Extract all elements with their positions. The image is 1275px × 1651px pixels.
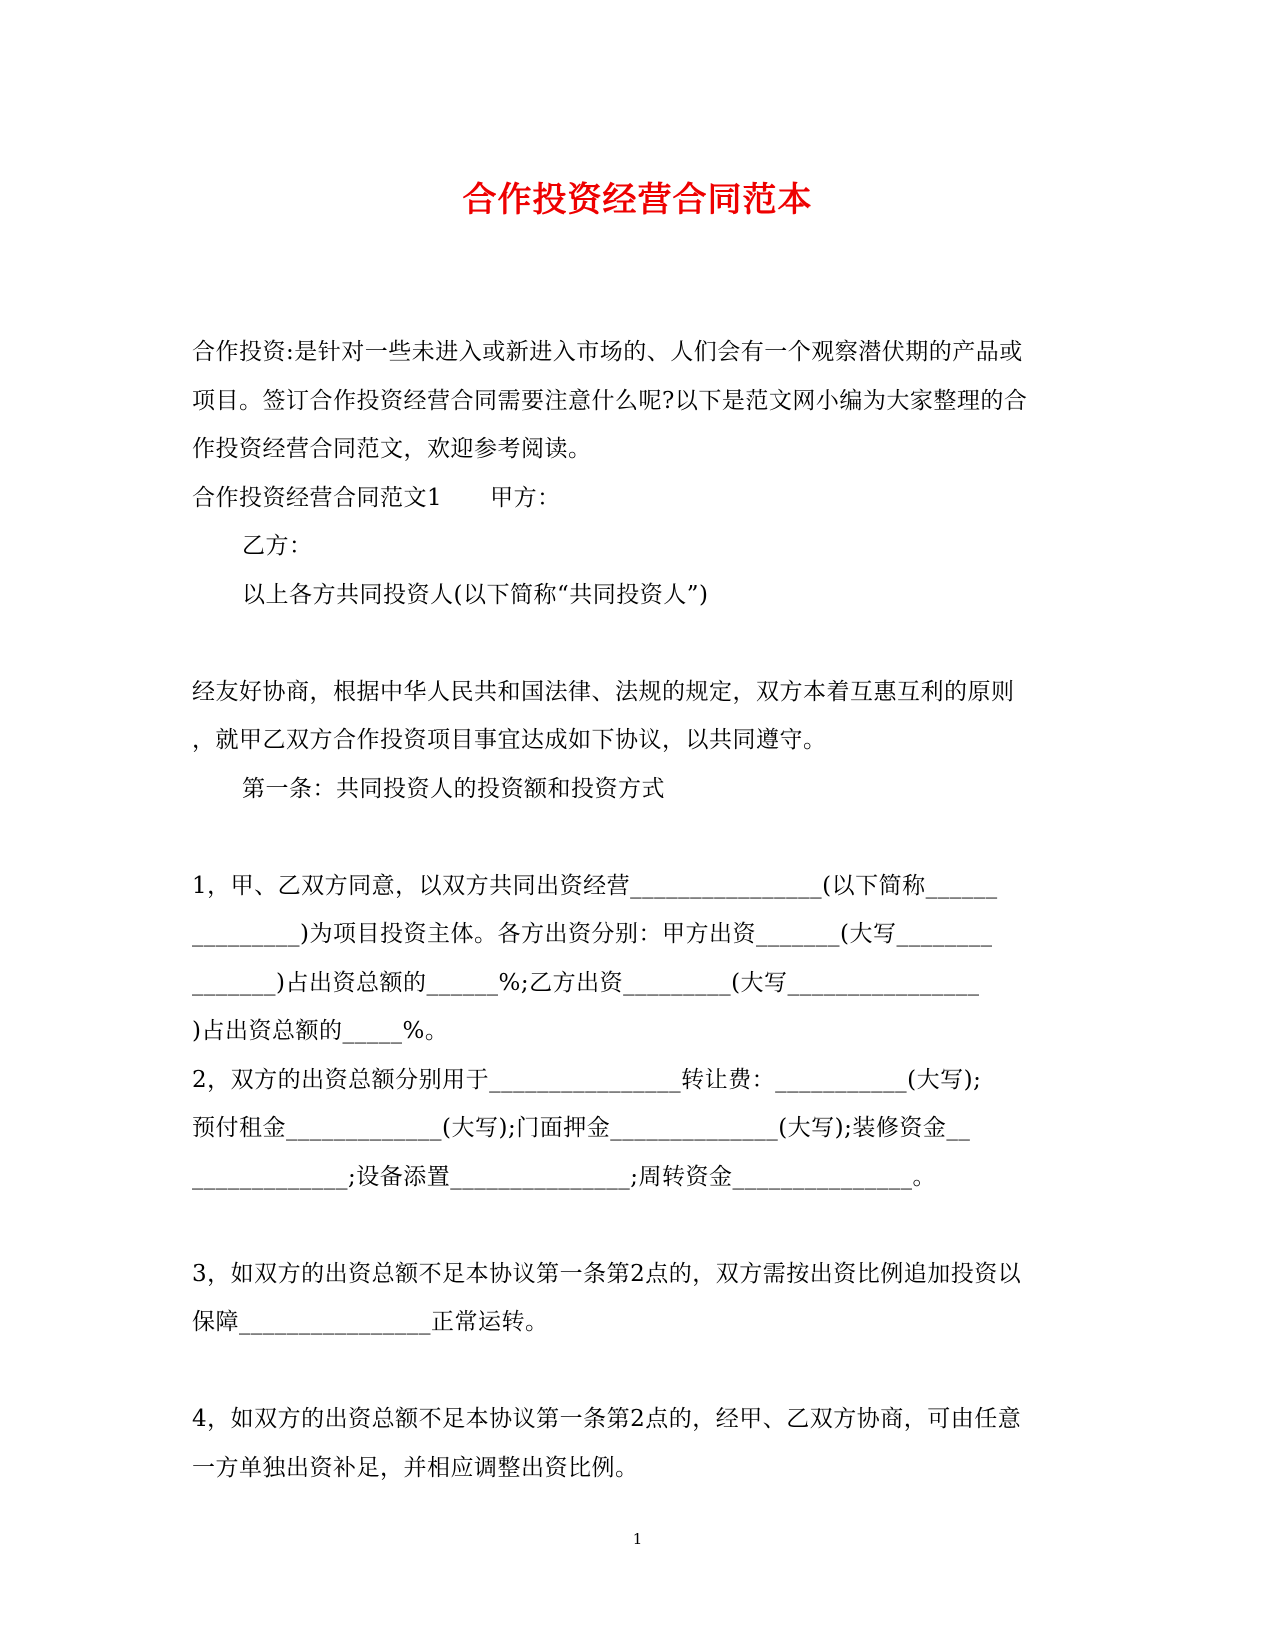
intro-line: 项目。签订合作投资经营合同需要注意什么呢?以下是范文网小编为大家整理的合 <box>192 387 1028 414</box>
article-1-heading: 第一条：共同投资人的投资额和投资方式 <box>242 775 665 802</box>
preamble-line: 经友好协商，根据中华人民共和国法律、法规的规定，双方本着互惠互利的原则 <box>192 678 1015 705</box>
clause-line: 4，如双方的出资总额不足本协议第一条第2点的，经甲、乙双方协商，可由任意 <box>192 1406 1022 1432</box>
clause-line: _____________;设备添置_______________;周转资金_______________。 <box>192 1163 936 1190</box>
intro-line: 作投资经营合同范文，欢迎参考阅读。 <box>192 436 592 462</box>
party-a-label: 甲方： <box>490 484 561 511</box>
co-investors-line: 以上各方共同投资人(以下简称“共同投资人”) <box>242 581 709 608</box>
clause-line: 1，甲、乙双方同意，以双方共同出资经营________________(以下简称______ <box>192 872 998 899</box>
clause-1 <box>192 862 1080 1056</box>
clause-3 <box>192 1250 1080 1347</box>
paragraph-spacer <box>192 619 1080 668</box>
clause-line: 保障________________正常运转。 <box>192 1309 549 1335</box>
sample-heading: 合作投资经营合同范文1 <box>192 484 443 511</box>
preamble-paragraph <box>192 668 1080 765</box>
sample-heading-line <box>192 474 1080 523</box>
clause-line: 2，双方的出资总额分别用于________________转让费：___________(大写); <box>192 1066 982 1093</box>
paragraph-spacer <box>192 1347 1080 1396</box>
intro-paragraph <box>192 328 1080 474</box>
clause-line: 预付租金_____________(大写);门面押金______________(大写);装修资金__ <box>192 1115 971 1141</box>
clause-2 <box>192 1056 1080 1202</box>
intro-line: 合作投资:是针对一些未进入或新进入市场的、人们会有一个观察潜伏期的产品或 <box>192 339 1023 365</box>
clause-line: _______)占出资总额的______%;乙方出资_________(大写________________ <box>192 969 980 996</box>
paragraph-spacer <box>192 813 1080 862</box>
clause-line: 一方单独出资补足，并相应调整出资比例。 <box>192 1454 639 1481</box>
document-title: 合作投资经营合同范本 <box>462 180 813 220</box>
clause-line: )占出资总额的_____%。 <box>192 1018 449 1044</box>
preamble-line: ，就甲乙双方合作投资项目事宜达成如下协议，以共同遵守。 <box>192 727 827 753</box>
clause-4 <box>192 1395 1080 1492</box>
page-number: 1 <box>632 1530 643 1548</box>
clause-line: 3，如双方的出资总额不足本协议第一条第2点的，双方需按出资比例追加投资以 <box>192 1260 1022 1287</box>
paragraph-spacer <box>192 1201 1080 1250</box>
document-body <box>192 328 1080 1492</box>
party-b-label: 乙方： <box>242 533 313 559</box>
clause-line: _________)为项目投资主体。各方出资分别：甲方出资_______(大写________ <box>192 921 993 947</box>
